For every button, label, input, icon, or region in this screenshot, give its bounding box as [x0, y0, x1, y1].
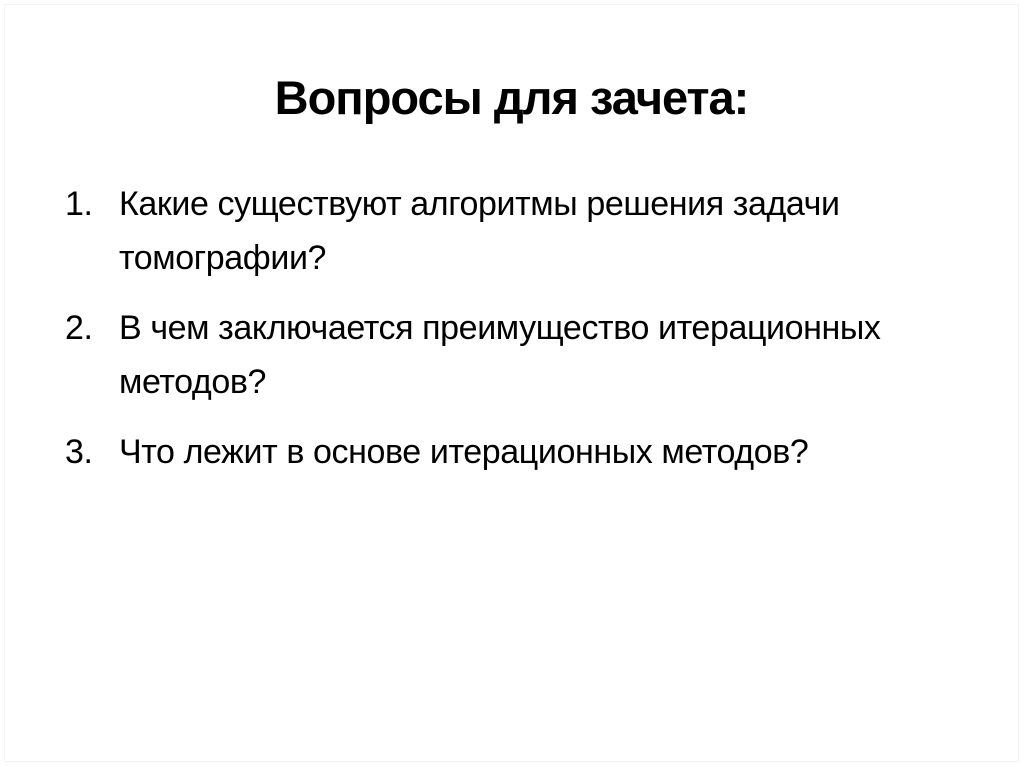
- list-item-text: Что лежит в основе итерационных методов?: [119, 432, 809, 471]
- list-item: [65, 177, 948, 286]
- slide-title: Вопросы для зачета:: [274, 71, 749, 124]
- list-item-text: В чем заключается преимущество итерационных методов?: [119, 308, 881, 402]
- question-list: [65, 177, 948, 479]
- presentation-slide: [4, 4, 1019, 762]
- list-item: [65, 425, 948, 479]
- list-item-text: Какие существуют алгоритмы решения задачи томографии?: [119, 185, 840, 278]
- list-item-number: 2.: [65, 308, 93, 347]
- list-item-number: 3.: [65, 432, 93, 471]
- list-item-number: 1.: [65, 185, 93, 224]
- list-item: [65, 301, 948, 410]
